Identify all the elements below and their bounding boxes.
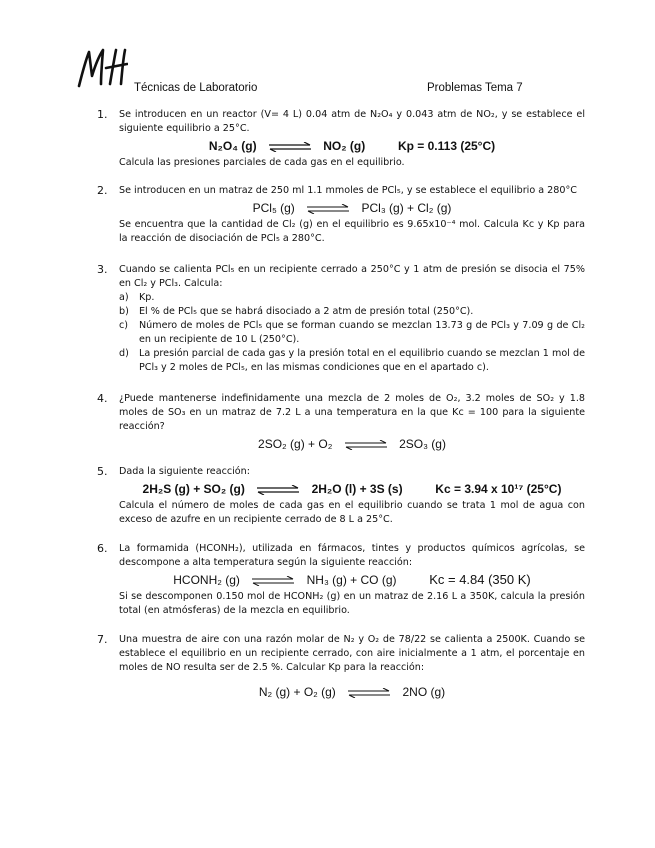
problem-number: 7. <box>97 633 108 646</box>
problem-number: 2. <box>97 184 108 197</box>
equilibrium-constant: Kc = 3.94 x 10¹⁷ (25°C) <box>435 482 562 496</box>
mh-logo-icon <box>76 46 128 88</box>
equation-products: NH₃ (g) + CO (g) <box>306 573 397 587</box>
equilibrium-constant: Kp = 0.113 (25°C) <box>397 139 496 153</box>
sub-item-text: El % de PCl₅ que se habrá disociado a 2 atm de presión total (250°C). <box>139 306 474 317</box>
equation-products: PCl₃ (g) + Cl₂ (g) <box>361 201 452 215</box>
equilibrium-equation <box>119 573 585 587</box>
sub-item-label: c) <box>119 320 129 331</box>
equation-reactants: N₂O₄ (g) <box>208 139 257 153</box>
problem-number: 1. <box>97 108 108 121</box>
problem-task: Calcula el número de moles de cada gas en el equilibrio cuando se trata 1 mol de agua con exceso de azufre en un recipiente cerrado de 8 L a 25°C. <box>119 500 585 525</box>
equilibrium-equation <box>119 201 585 215</box>
problem-statement: Una muestra de aire con una razón molar de N₂ y O₂ de 78/22 se calienta a 2500K. Cuando se establece el equilibrio en un recipiente cerrado, con aire inicialmente a 1 atm, el porcentaje en moles de NO resulta ser de 2.5 %. Calcular Kp para la reacción: <box>119 634 585 673</box>
problem-6 <box>97 542 585 618</box>
equilibrium-arrow-icon <box>306 204 350 214</box>
problem-statement: Dada la siguiente reacción: <box>119 466 250 477</box>
equation-reactants: HCONH₂ (g) <box>173 573 240 587</box>
header-title: Problemas Tema 7 <box>427 82 523 94</box>
problem-statement: Se introducen en un matraz de 250 ml 1.1 mmoles de PCl₅, y se establece el equilibrio a 280°C <box>119 185 577 196</box>
equation-reactants: 2SO₂ (g) + O₂ <box>258 437 333 451</box>
problem-number: 4. <box>97 392 108 405</box>
problem-number: 3. <box>97 263 108 276</box>
problem-2 <box>97 184 585 246</box>
problem-task: Se encuentra que la cantidad de Cl₂ (g) en el equilibrio es 9.65x10⁻⁴ mol. Calcula Kc y Kp para la reacción de disociación de PCl₅ a 280°C. <box>119 219 585 244</box>
sub-item-label: a) <box>119 292 129 303</box>
problem-number: 6. <box>97 542 108 555</box>
equation-reactants: PCl₅ (g) <box>252 201 295 215</box>
problem-3 <box>97 263 585 375</box>
problem-4 <box>97 392 585 451</box>
problem-1 <box>97 108 585 170</box>
equation-products: NO₂ (g) <box>323 139 366 153</box>
equilibrium-arrow-icon <box>347 688 391 698</box>
equation-reactants: N₂ (g) + O₂ (g) <box>258 685 336 699</box>
equilibrium-constant: Kc = 4.84 (350 K) <box>429 572 531 587</box>
equation-products: 2SO₃ (g) <box>399 437 446 451</box>
equilibrium-arrow-icon <box>256 485 300 495</box>
sub-item-label: b) <box>119 306 129 317</box>
equilibrium-arrow-icon <box>268 142 312 152</box>
sub-item-text: Kp. <box>139 292 155 303</box>
problem-statement: Cuando se calienta PCl₅ en un recipiente cerrado a 250°C y 1 atm de presión se disocia el 75% en Cl₂ y PCl₃. Calcula: <box>119 264 585 289</box>
sub-item-c <box>119 319 585 347</box>
problem-5 <box>97 465 585 527</box>
header-course: Técnicas de Laboratorio <box>134 82 258 94</box>
equilibrium-equation <box>119 482 585 496</box>
problem-list <box>97 108 585 702</box>
problem-task: Calcula las presiones parciales de cada gas en el equilibrio. <box>119 157 405 168</box>
sub-item-label: d) <box>119 348 129 359</box>
problem-statement: Se introducen en un reactor (V= 4 L) 0.04 atm de N₂O₄ y 0.043 atm de NO₂, y se establece el siguiente equilibrio a 25°C. <box>119 109 585 134</box>
problem-task: Si se descomponen 0.150 mol de HCONH₂ (g) en un matraz de 2.16 L a 350K, calcula la presión total (en atmósferas) de la mezcla en equilibrio. <box>119 591 585 616</box>
equilibrium-equation <box>119 437 585 451</box>
equation-reactants: 2H₂S (g) + SO₂ (g) <box>142 482 245 496</box>
sub-item-a <box>119 291 585 305</box>
sub-item-text: Número de moles de PCl₅ que se forman cuando se mezclan 13.73 g de PCl₃ y 7.09 g de Cl₂ en un recipiente de 10 L (250°C). <box>139 320 585 345</box>
equation-products: 2H₂O (l) + 3S (s) <box>311 482 403 496</box>
equilibrium-equation <box>119 685 585 699</box>
sub-item-b <box>119 305 585 319</box>
equilibrium-equation <box>119 139 585 153</box>
sub-item-text: La presión parcial de cada gas y la presión total en el equilibrio cuando se mezclan 1 mol de PCl₃ y 2 moles de PCl₅, en las mismas condiciones que en el apartado c). <box>139 348 585 373</box>
problem-statement: La formamida (HCONH₂), utilizada en fármacos, tintes y productos químicos agrícolas, se descompone a alta temperatura según la siguiente reacción: <box>119 543 585 568</box>
equilibrium-arrow-icon <box>251 576 295 586</box>
equilibrium-arrow-icon <box>344 440 388 450</box>
problem-number: 5. <box>97 465 108 478</box>
problem-statement: ¿Puede mantenerse indefinidamente una mezcla de 2 moles de O₂, 3.2 moles de SO₂ y 1.8 moles de SO₃ en un matraz de 7.2 L a una temperatura en la que Kc = 100 para la siguiente reacción? <box>119 393 585 432</box>
problem-7 <box>97 633 585 699</box>
equation-products: 2NO (g) <box>402 685 446 699</box>
sub-item-d <box>119 347 585 375</box>
